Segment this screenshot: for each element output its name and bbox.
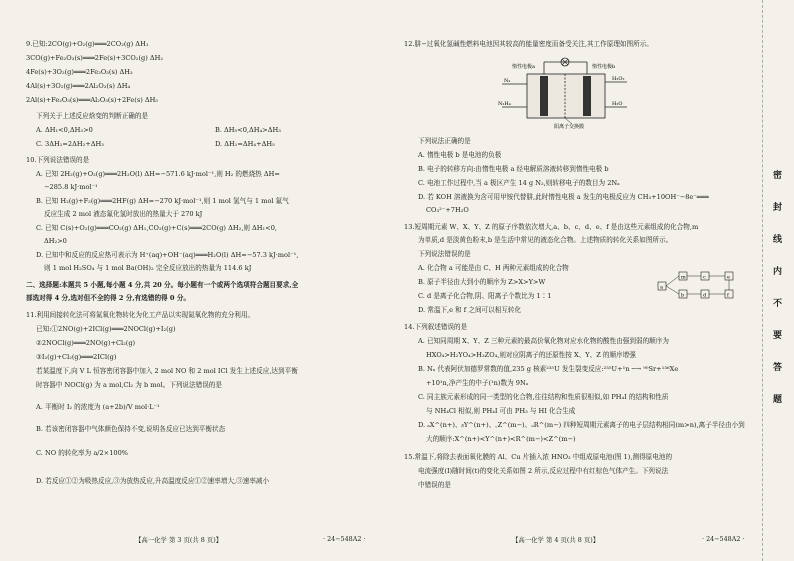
q15-line: 中错误的是	[418, 481, 451, 489]
q13-line: 13.短周期元素 W、X、Y、Z 的原子序数依次增大,a、b、c、d、e、f 是由这些元素组成的化合物,m	[404, 223, 699, 231]
side-char: 答	[773, 363, 783, 373]
node-c: c	[703, 274, 706, 281]
page-footer: 【高一化学 第 4 页(共 8 页)】	[512, 536, 600, 544]
q14-stem: 14.下列叙述错误的是	[404, 323, 468, 331]
q9-equation: 3CO(g)+Fe₂O₃(s)═══2Fe(s)+3CO₂(g) ΔH₂	[26, 54, 164, 62]
q13-option-a: A. 化合物 a 可能是由 C、H 两种元素组成的化合物	[418, 264, 569, 272]
q11-line: 已知:①2NO(g)+2ICl(g)═══2NOCl(g)+I₂(g)	[36, 325, 176, 333]
q11-line: ②2NOCl(g)═══2NO(g)+Cl₂(g)	[36, 339, 136, 347]
seal-line-strip	[762, 0, 794, 561]
q12-stem: 12.肼−过氧化氢碱性燃料电池因其较高的能量密度而备受关注,其工作原理如图所示。	[404, 40, 653, 48]
q10-line: A. 已知 2H₂(g)+O₂(g)═══2H₂O(l) ΔH=−571.6 kJ·mol⁻¹,则 H₂ 的燃烧热 ΔH=	[36, 170, 280, 178]
q10-line: 反应生成 2 mol 液态氟化氢时放出的热量大于 270 kJ	[44, 210, 203, 218]
side-char: 内	[773, 267, 783, 277]
exam-code: · 24−548A2 ·	[323, 535, 366, 543]
q13-line: 为单质,d 是淡黄色粉末,b 是生活中常见的液态化合物。上述物质的转化关系如图所示。	[418, 236, 673, 244]
q10-line: ΔH₂>0	[44, 237, 67, 245]
node-e: e	[727, 274, 730, 281]
q11-option-c: C. NO 的转化率为 a/2×100%	[36, 449, 129, 457]
q10-line: 则 1 mol H₂SO₄ 与 1 mol Ba(OH)₂ 完全反应放出的热量为 114.6 kJ	[44, 264, 252, 272]
page-footer: 【高一化学 第 3 页(共 8 页)】	[135, 536, 223, 544]
node-f: f	[727, 292, 729, 299]
h2o2-inlet-label: H₂O₂	[612, 76, 625, 82]
q14-line: D. ₐX^(n+)、ᵦY^(n+)、꜀Z^(m−)、ₔR^(m−) 四种短周期元素离子的电子层结构相同(m>n),离子半径由小到	[418, 421, 745, 429]
q14-line: 与 NH₄Cl 相似,则 PH₄I 可由 PH₃ 与 HI 化合生成	[426, 407, 576, 415]
q9-option-d: D. ΔH₁=ΔH₄+ΔH₅	[215, 140, 275, 148]
q10-line: C. 已知 C(s)+O₂(g)═══CO₂(g) ΔH₁,CO₂(g)+C(s)═══2CO(g) ΔH₂,则 ΔH₁<0,	[36, 224, 278, 232]
q15-line: 15.常温下,将除去表面氧化膜的 Al、Cu 片插入浓 HNO₃ 中组成原电池(图 1),测得原电池的	[404, 453, 673, 461]
electrode-a-label: 惰性电极a	[512, 64, 535, 70]
q11-line: ③I₂(g)+Cl₂(g)═══2ICl(g)	[36, 353, 117, 361]
q11-line: 时容器中 NOCl(g) 为 a mol,Cl₂ 为 b mol。下列说法错误的是	[36, 381, 222, 389]
q13-line: 下列说法错误的是	[418, 250, 471, 258]
conversion-diagram	[657, 268, 757, 302]
side-char: 不	[773, 299, 783, 309]
q12-option-a: A. 惰性电极 b 是电池的负极	[418, 151, 502, 159]
q14-line: A. 已知同周期 X、Y、Z 三种元素的最高价氧化物对应水化物的酸性由强到弱的顺序为	[418, 337, 669, 345]
side-char: 线	[773, 235, 783, 245]
q9-equation: 2Al(s)+Fe₂O₃(s)═══Al₂O₃(s)+2Fe(s) ΔH₅	[26, 96, 159, 104]
q14-line: B. Nₐ 代表阿伏加德罗常数的值,235 g 核素²³⁵U 发生裂变反应:²³⁵U+¹n ─→ ⁹⁰Sr+¹³⁶Xe	[418, 365, 679, 373]
q11-option-d: D. 若反应①②为吸热反应,③为放热反应,升高温度反应①②速率增大,③速率减小	[36, 477, 270, 485]
q14-line: +10¹n,净产生的中子(¹n)数为 9Nₐ	[426, 379, 529, 387]
exam-page-3	[0, 0, 392, 561]
side-char: 题	[773, 395, 783, 405]
side-char: 密	[773, 171, 783, 181]
q9-option-c: C. 3ΔH₁=2ΔH₂+ΔH₃	[36, 140, 104, 148]
q9-question: 下列关于上述反应焓变的判断正确的是	[36, 112, 149, 120]
q11-option-b: B. 若该密闭容器中气体颜色保持不变,说明各反应已达到平衡状态	[36, 425, 226, 433]
q13-option-d: D. 常温下,e 和 f 之间可以相互转化	[418, 306, 522, 314]
q10-line: B. 已知 H₂(g)+F₂(g)═══2HF(g) ΔH=−270 kJ·mol⁻¹,则 1 mol 氢气与 1 mol 氟气	[36, 197, 289, 205]
section-2-heading: 部选对得 4 分,选对但不全的得 2 分,有选错的得 0 分。	[26, 294, 191, 302]
q9-option-a: A. ΔH₁<0,ΔH₃>0	[36, 126, 93, 134]
q9-stem: 9.已知:2CO(g)+O₂(g)═══2CO₂(g) ΔH₁	[26, 40, 149, 48]
node-a: a	[660, 284, 663, 291]
node-b: b	[681, 292, 685, 299]
fuel-cell-diagram	[472, 52, 642, 130]
n2-outlet-label: N₂	[504, 78, 511, 84]
exam-page-4	[392, 0, 762, 561]
side-char: 封	[773, 203, 783, 213]
q14-line: C. 同主族元素形成的同一类型的化合物,往往结构和性质很相似,如 PH₄I 的结构和性质	[418, 393, 669, 401]
exam-code: · 24−548A2 ·	[702, 535, 745, 543]
q10-line: D. 已知中和反应的反应热可表示为 H⁺(aq)+OH⁻(aq)═══H₂O(l) ΔH=−57.3 kJ·mol⁻¹,	[36, 251, 299, 259]
node-d: d	[703, 292, 707, 299]
q11-line: 11.利用间接转化法可将氮氧化物转化为化工产品以实现氮氧化物的充分利用。	[26, 311, 255, 319]
q11-option-a: A. 平衡时 I₂ 的浓度为 (a+2b)/V mol·L⁻¹	[36, 403, 160, 411]
q9-option-b: B. ΔH₅<0,ΔH₄>ΔH₃	[215, 126, 281, 134]
q11-line: 若某温度下,向 V L 恒容密闭容器中加入 2 mol NO 和 2 mol ICl 发生上述反应,达到平衡	[36, 367, 298, 375]
q9-equation: 4Fe(s)+3O₂(g)═══2Fe₂O₃(s) ΔH₃	[26, 68, 133, 76]
electrode-b-label: 惰性电极b	[592, 64, 616, 70]
q9-equation: 4Al(s)+3O₂(g)═══2Al₂O₃(s) ΔH₄	[26, 82, 131, 90]
q14-line: HXO₄>H₂YO₄>H₃ZO₄,则对应阴离子的还原性按 X、Y、Z 的顺序增强	[426, 351, 636, 359]
q15-line: 电流强度(I)随时间(t)的变化关系如图 2 所示,反应过程中有红棕色气体产生。下列说法	[418, 467, 669, 475]
q12-question: 下列说法正确的是	[418, 137, 471, 145]
q12-option-c: C. 电池工作过程中,当 a 极区产生 14 g N₂,则转移电子的数目为 2Nₐ	[418, 179, 620, 187]
q12-option-d-cont: CO₃²⁻+7H₂O	[426, 206, 469, 214]
q14-line: 大的顺序:X^(n+)<Y^(n+)<R^(m−)<Z^(m−)	[426, 435, 576, 443]
side-char: 要	[773, 331, 783, 341]
h2o-outlet-label: H₂O	[612, 101, 623, 107]
section-2-heading: 二、选择题:本题共 5 小题,每小题 4 分,共 20 分。每小题有一个或两个选项符合题目要求,全	[26, 281, 299, 289]
node-m: m	[681, 274, 686, 281]
q10-line: −285.8 kJ·mol⁻¹	[44, 183, 98, 191]
n2h4-inlet-label: N₂H₄	[498, 101, 511, 107]
q13-option-b: B. 原子半径由大到小的顺序为 Z>X>Y>W	[418, 278, 546, 286]
q12-option-d: D. 若 KOH 溶液换为含可用甲铵代替肼,此时惰性电极 a 发生的电极反应为 CH₃+10OH⁻−8e⁻═══	[418, 193, 709, 201]
membrane-label: 阳离子交换膜	[554, 124, 585, 130]
q10-stem: 10.下列说法错误的是	[26, 156, 90, 164]
q12-option-b: B. 电子的转移方向:由惰性电极 a 经电解质溶液转移到惰性电极 b	[418, 165, 609, 173]
q13-option-c: C. d 是离子化合物,阴、阳离子个数比为 1∶1	[418, 292, 552, 300]
